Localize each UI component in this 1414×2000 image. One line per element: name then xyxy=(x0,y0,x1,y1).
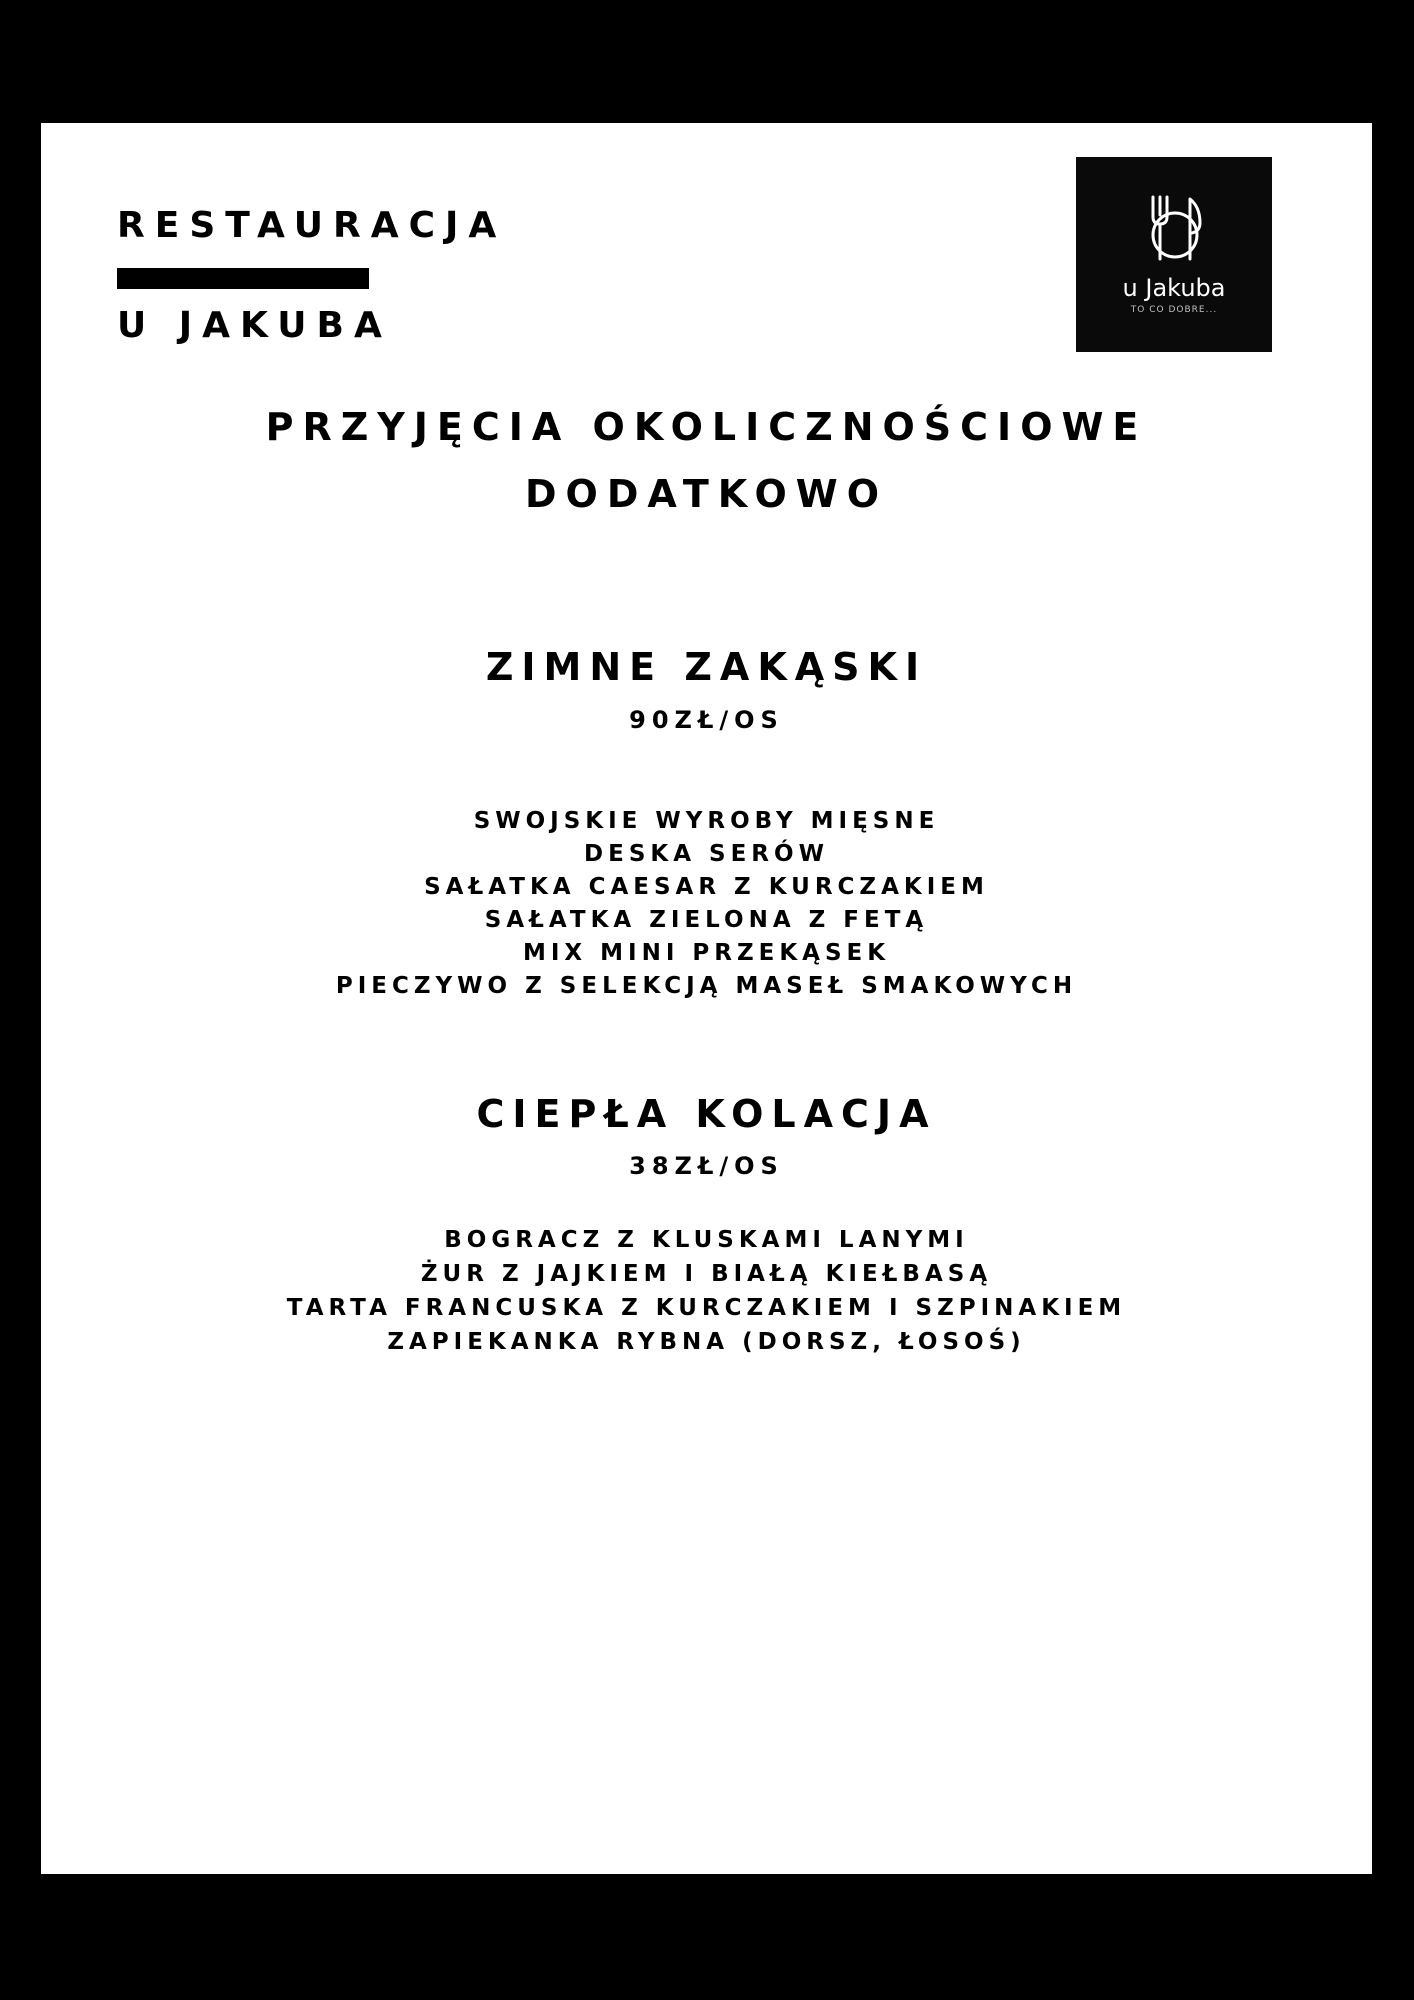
menu-item: TARTA FRANCUSKA Z KURCZAKIEM I SZPINAKIEM xyxy=(286,1295,1127,1321)
section-title-warm-dinner: CIEPŁA KOLACJA xyxy=(476,1092,937,1136)
menu-item: SAŁATKA ZIELONA Z FETĄ xyxy=(484,907,929,933)
page-title-line2: DODATKOWO xyxy=(524,472,889,516)
menu-item: SWOJSKIE WYROBY MIĘSNE xyxy=(473,808,940,834)
menu-list-warm-dinner xyxy=(41,1223,1372,1359)
brand-divider-bar xyxy=(117,268,369,289)
menu-item: BOGRACZ Z KLUSKAMI LANYMI xyxy=(444,1227,969,1253)
menu-item: PIECZYWO Z SELEKCJĄ MASEŁ SMAKOWYCH xyxy=(335,973,1078,999)
logo-name: u Jakuba xyxy=(1122,274,1226,302)
menu-item: MIX MINI PRZEKĄSEK xyxy=(522,940,891,966)
section-price-cold-appetizers: 90ZŁ/OS xyxy=(629,706,784,734)
fork-plate-knife-icon xyxy=(1146,193,1204,263)
brand-name-line2: U JAKUBA xyxy=(117,305,392,346)
section-title-cold-appetizers: ZIMNE ZAKĄSKI xyxy=(485,645,928,689)
menu-item: ZAPIEKANKA RYBNA (DORSZ, ŁOSOŚ) xyxy=(387,1329,1026,1355)
menu-page xyxy=(41,123,1372,1874)
logo-tagline: TO CO DOBRE... xyxy=(1130,305,1218,315)
section-price-warm-dinner: 38ZŁ/OS xyxy=(629,1152,784,1180)
brand-name-line1: RESTAURACJA xyxy=(117,205,507,246)
menu-item: SAŁATKA CAESAR Z KURCZAKIEM xyxy=(424,874,989,900)
menu-item: DESKA SERÓW xyxy=(584,841,829,867)
menu-item: ŻUR Z JAJKIEM I BIAŁĄ KIEŁBASĄ xyxy=(420,1261,993,1287)
page-title-line1: PRZYJĘCIA OKOLICZNOŚCIOWE xyxy=(265,405,1148,449)
restaurant-logo xyxy=(1076,157,1272,352)
menu-list-cold-appetizers xyxy=(41,805,1372,1003)
